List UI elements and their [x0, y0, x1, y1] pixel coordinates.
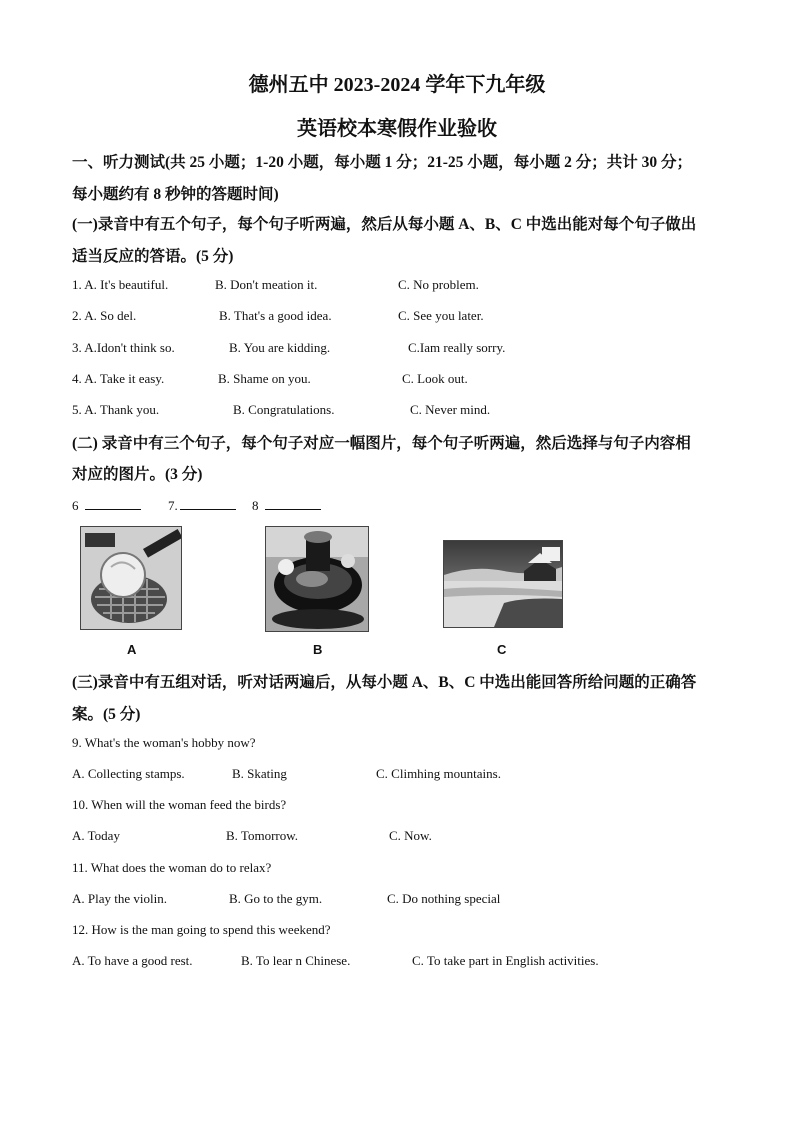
part2-heading-line2: 对应的图片。(3 分) — [72, 466, 203, 483]
document-title: 德州五中 2023-2024 学年下九年级 — [248, 74, 546, 96]
answer-blank-8 — [252, 497, 321, 514]
question-11-option-a: A. Play the violin. — [72, 891, 167, 906]
picture-label-c: C — [497, 642, 507, 657]
question-9-option-b: B. Skating — [232, 766, 287, 781]
question-12-stem: 12. How is the man going to spend this weekend? — [72, 922, 331, 937]
question-10-option-b: B. Tomorrow. — [226, 828, 299, 843]
question-1-option-c: C. No problem. — [398, 277, 479, 292]
question-11-option-b: B. Go to the gym. — [229, 891, 323, 906]
question-3-option-b: B. You are kidding. — [229, 340, 331, 355]
question-4-option-a: 4. A. Take it easy. — [72, 371, 165, 386]
blank-line-8 — [265, 497, 321, 510]
blank-number-8: 8 — [252, 498, 259, 513]
part1-heading-line2: 适当反应的答语。(5 分) — [72, 248, 234, 265]
part2-heading-line1: (二) 录音中有三个句子，每个句子对应一幅图片，每个句子听两遍，然后选择与句子内容相 — [72, 435, 691, 452]
question-10-option-c: C. Now. — [389, 828, 432, 843]
question-12-option-b: B. To lear n Chinese. — [241, 953, 351, 968]
question-1-option-a: 1. A. It's beautiful. — [72, 277, 169, 292]
blank-line-6 — [85, 497, 141, 510]
question-9-stem: 9. What's the woman's hobby now? — [72, 735, 256, 750]
question-4-option-c: C. Look out. — [402, 371, 468, 386]
document-subtitle: 英语校本寒假作业验收 — [297, 118, 497, 140]
question-5-option-b: B. Congratulations. — [233, 402, 335, 417]
question-2-option-c: C. See you later. — [398, 308, 484, 323]
section-heading-line1: 一、听力测试(共 25 小题；1-20 小题，每小题 1 分；21-25 小题，每小题 2 分；共计 30 分； — [72, 154, 692, 171]
question-1-option-b: B. Don't meation it. — [215, 277, 318, 292]
blank-number-6: 6 — [72, 498, 79, 513]
answer-blank-6 — [72, 497, 141, 514]
ice-cream-waffle-picture — [80, 526, 182, 630]
question-9-option-c: C. Climhing mountains. — [376, 766, 501, 781]
question-5-option-a: 5. A. Thank you. — [72, 402, 160, 417]
picture-label-a: A — [127, 642, 137, 657]
question-2-option-a: 2. A. So del. — [72, 308, 137, 323]
snowy-landscape-picture — [443, 540, 563, 628]
question-10-option-a: A. Today — [72, 828, 120, 843]
question-5-option-c: C. Never mind. — [410, 402, 491, 417]
question-11-stem: 11. What does the woman do to relax? — [72, 860, 272, 875]
question-3-option-a: 3. A.Idon't think so. — [72, 340, 175, 355]
question-9-option-a: A. Collecting stamps. — [72, 766, 185, 781]
answer-blank-7 — [168, 497, 236, 514]
question-4-option-b: B. Shame on you. — [218, 371, 311, 386]
question-12-option-a: A. To have a good rest. — [72, 953, 193, 968]
part3-heading-line2: 案。(5 分) — [72, 706, 141, 723]
question-10-stem: 10. When will the woman feed the birds? — [72, 797, 287, 812]
blank-line-7 — [180, 497, 236, 510]
question-2-option-b: B. That's a good idea. — [219, 308, 332, 323]
question-12-option-c: C. To take part in English activities. — [412, 953, 599, 968]
hotpot-picture — [265, 526, 369, 632]
part1-heading-line1: (一)录音中有五个句子，每个句子听两遍，然后从每小题 A、B、C 中选出能对每个句子做出 — [72, 216, 697, 233]
section-heading-line2: 每小题约有 8 秒钟的答题时间) — [72, 186, 279, 203]
question-11-option-c: C. Do nothing special — [387, 891, 501, 906]
question-3-option-c: C.Iam really sorry. — [408, 340, 506, 355]
picture-label-b: B — [313, 642, 323, 657]
part3-heading-line1: (三)录音中有五组对话，听对话两遍后，从每小题 A、B、C 中选出能回答所给问题的正确答 — [72, 674, 697, 691]
blank-number-7: 7. — [168, 498, 178, 513]
